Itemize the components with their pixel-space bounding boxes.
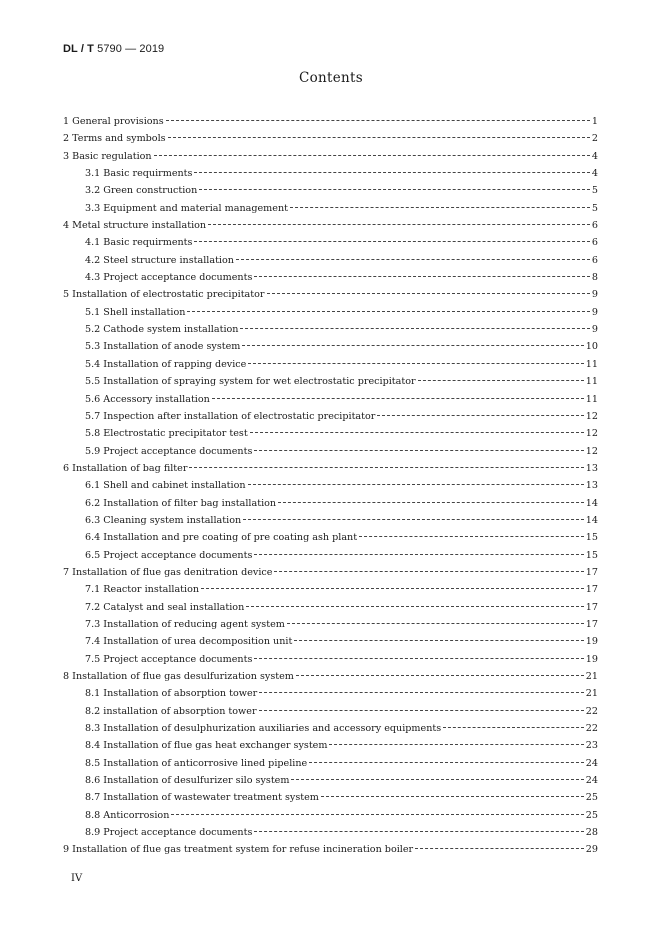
toc-entry-page: 24	[585, 757, 598, 769]
toc-entry-label: 5.7 Inspection after installation of electrostatic precipitator	[85, 410, 376, 422]
toc-leader-line	[254, 658, 583, 659]
toc-entry-label: 8.3 Installation of desulphurization auxiliaries and accessory equipments	[85, 723, 442, 735]
toc-entry[interactable]	[63, 827, 598, 844]
toc-entry[interactable]	[63, 168, 598, 185]
toc-entry-label: 6.1 Shell and cabinet installation	[85, 480, 246, 492]
toc-entry-label: 8.8 Anticorrosion	[85, 809, 170, 821]
toc-entry[interactable]	[63, 723, 598, 740]
toc-leader-line	[296, 675, 584, 676]
toc-entry-page: 19	[585, 653, 598, 665]
toc-entry-label: 7.5 Project acceptance documents	[85, 653, 253, 665]
toc-entry-page: 13	[585, 462, 598, 474]
toc-entry[interactable]	[63, 515, 598, 532]
toc-entry-label: 6 Installation of bag filter	[63, 462, 188, 474]
toc-entry-label: 5.6 Accessory installation	[85, 393, 210, 405]
toc-leader-line	[443, 727, 584, 728]
table-of-contents	[63, 116, 598, 862]
toc-entry[interactable]	[63, 428, 598, 445]
toc-entry[interactable]	[63, 324, 598, 341]
toc-leader-line	[294, 640, 583, 641]
toc-entry[interactable]	[63, 359, 598, 376]
toc-entry[interactable]	[63, 550, 598, 567]
toc-entry-label: 6.2 Installation of filter bag installation	[85, 497, 277, 509]
toc-entry-label: 7.1 Reactor installation	[85, 584, 200, 596]
toc-entry-label: 5 Installation of electrostatic precipitator	[63, 289, 265, 301]
toc-entry-label: 5.5 Installation of spraying system for wet electrostatic precipitator	[85, 376, 416, 388]
toc-entry-label: 5.8 Electrostatic precipitator test	[85, 428, 248, 440]
toc-leader-line	[259, 692, 584, 693]
toc-entry-page: 6	[591, 237, 598, 249]
toc-leader-line	[359, 536, 584, 537]
toc-leader-line	[254, 450, 583, 451]
footer-page-number: IV	[71, 873, 83, 884]
toc-entry[interactable]	[63, 810, 598, 827]
toc-entry-page: 9	[591, 324, 598, 336]
toc-leader-line	[248, 363, 583, 364]
toc-entry-label: 8.2 installation of absorption tower	[85, 705, 257, 717]
toc-entry[interactable]	[63, 688, 598, 705]
toc-entry-label: 5.4 Installation of rapping device	[85, 358, 247, 370]
toc-entry-label: 5.2 Cathode system installation	[85, 324, 239, 336]
toc-entry-page: 22	[585, 705, 598, 717]
toc-entry[interactable]	[63, 532, 598, 549]
toc-entry[interactable]	[63, 411, 598, 428]
toc-leader-line	[208, 224, 590, 225]
toc-leader-line	[329, 744, 583, 745]
toc-leader-line	[194, 241, 589, 242]
standard-code: DL / T	[63, 43, 94, 55]
toc-entry-page: 14	[585, 497, 598, 509]
toc-entry[interactable]	[63, 792, 598, 809]
standard-number: 5790 — 2019	[97, 43, 165, 55]
toc-entry[interactable]	[63, 654, 598, 671]
toc-entry-page: 4	[591, 168, 598, 180]
toc-leader-line	[154, 155, 590, 156]
toc-entry[interactable]	[63, 775, 598, 792]
toc-entry[interactable]	[63, 480, 598, 497]
toc-entry-label: 6.4 Installation and pre coating of pre coating ash plant	[85, 532, 358, 544]
toc-entry[interactable]	[63, 567, 598, 584]
toc-entry[interactable]	[63, 116, 598, 133]
toc-entry-page: 17	[585, 618, 598, 630]
toc-entry-label: 1 General provisions	[63, 116, 164, 127]
toc-entry[interactable]	[63, 341, 598, 358]
toc-entry-label: 6.5 Project acceptance documents	[85, 549, 253, 561]
toc-entry-page: 9	[591, 306, 598, 318]
toc-entry-label: 3.3 Equipment and material management	[85, 202, 288, 214]
toc-leader-line	[194, 172, 589, 173]
toc-entry-label: 5.9 Project acceptance documents	[85, 445, 253, 457]
toc-entry-page: 22	[585, 723, 598, 735]
toc-entry[interactable]	[63, 619, 598, 636]
toc-entry-page: 10	[585, 341, 598, 353]
toc-entry[interactable]	[63, 636, 598, 653]
toc-entry-label: 6.3 Cleaning system installation	[85, 514, 242, 526]
toc-leader-line	[274, 571, 583, 572]
toc-leader-line	[248, 484, 584, 485]
toc-entry-label: 5.1 Shell installation	[85, 306, 186, 318]
toc-entry-label: 2 Terms and symbols	[63, 133, 166, 145]
toc-leader-line	[415, 848, 584, 849]
toc-entry-page: 12	[585, 428, 598, 440]
toc-entry-page: 11	[585, 376, 598, 388]
toc-entry-label: 8.5 Installation of anticorrosive lined pipeline	[85, 757, 308, 769]
toc-leader-line	[377, 415, 583, 416]
toc-entry-page: 21	[585, 671, 598, 682]
toc-entry-page: 17	[585, 601, 598, 613]
toc-entry-page: 11	[585, 393, 598, 405]
toc-entry-page: 25	[585, 809, 598, 821]
toc-entry-page: 12	[585, 410, 598, 422]
toc-entry[interactable]	[63, 602, 598, 619]
toc-entry[interactable]	[63, 740, 598, 757]
toc-leader-line	[267, 293, 590, 294]
toc-leader-line	[240, 328, 589, 329]
toc-entry[interactable]	[63, 584, 598, 601]
toc-entry-label: 9 Installation of flue gas treatment system for refuse incineration boiler	[63, 844, 414, 856]
document-header	[63, 43, 164, 55]
toc-entry-page: 29	[585, 844, 598, 856]
toc-entry[interactable]	[63, 706, 598, 723]
toc-entry[interactable]	[63, 307, 598, 324]
toc-leader-line	[254, 276, 589, 277]
toc-entry-label: 3.1 Basic requirments	[85, 168, 193, 180]
page-title: Contents	[298, 70, 363, 86]
toc-entry-label: 4 Metal structure installation	[63, 220, 207, 232]
toc-entry[interactable]	[63, 498, 598, 515]
toc-entry-page: 17	[585, 566, 598, 578]
toc-entry-page: 15	[585, 532, 598, 544]
toc-entry[interactable]	[63, 220, 598, 237]
toc-entry[interactable]	[63, 237, 598, 254]
toc-leader-line	[278, 502, 584, 503]
toc-entry[interactable]	[63, 185, 598, 202]
toc-entry[interactable]	[63, 844, 598, 861]
toc-leader-line	[309, 762, 584, 763]
toc-entry-page: 2	[591, 133, 598, 145]
toc-entry-label: 5.3 Installation of anode system	[85, 341, 241, 353]
toc-entry-label: 8 Installation of flue gas desulfurization system	[63, 671, 294, 682]
toc-entry-page: 19	[585, 636, 598, 648]
toc-entry-page: 23	[585, 740, 598, 752]
toc-entry-page: 15	[585, 549, 598, 561]
toc-entry-page: 5	[591, 185, 598, 197]
toc-entry-label: 4.2 Steel structure installation	[85, 254, 234, 266]
toc-entry-page: 8	[591, 272, 598, 284]
toc-leader-line	[189, 467, 583, 468]
toc-entry-label: 3 Basic regulation	[63, 150, 152, 162]
toc-entry-label: 3.2 Green construction	[85, 185, 198, 197]
toc-entry[interactable]	[63, 272, 598, 289]
toc-entry-label: 7.3 Installation of reducing agent system	[85, 618, 285, 630]
toc-entry-page: 28	[585, 827, 598, 839]
toc-entry[interactable]	[63, 463, 598, 480]
toc-entry-label: 7 Installation of flue gas denitration device	[63, 566, 273, 578]
toc-entry-label: 4.1 Basic requirments	[85, 237, 193, 249]
toc-leader-line	[254, 831, 583, 832]
toc-entry[interactable]	[63, 758, 598, 775]
toc-entry-page: 13	[585, 480, 598, 492]
toc-entry-page: 4	[591, 150, 598, 162]
toc-entry[interactable]	[63, 151, 598, 168]
toc-leader-line	[321, 796, 584, 797]
toc-leader-line	[254, 554, 583, 555]
toc-entry[interactable]	[63, 289, 598, 306]
toc-entry-label: 8.1 Installation of absorption tower	[85, 688, 258, 700]
toc-leader-line	[199, 189, 590, 190]
toc-entry-label: 8.7 Installation of wastewater treatment system	[85, 792, 319, 804]
toc-entry-page: 12	[585, 445, 598, 457]
toc-entry[interactable]	[63, 255, 598, 272]
toc-entry-label: 7.4 Installation of urea decomposition unit	[85, 636, 293, 648]
toc-entry[interactable]	[63, 133, 598, 150]
toc-leader-line	[168, 137, 590, 138]
toc-entry[interactable]	[63, 446, 598, 463]
toc-leader-line	[201, 588, 584, 589]
toc-entry[interactable]	[63, 671, 598, 688]
toc-entry-page: 24	[585, 775, 598, 787]
toc-entry-page: 14	[585, 514, 598, 526]
toc-leader-line	[166, 120, 590, 121]
toc-entry-label: 8.9 Project acceptance documents	[85, 827, 253, 839]
toc-entry-label: 4.3 Project acceptance documents	[85, 272, 253, 284]
toc-entry[interactable]	[63, 394, 598, 411]
toc-entry-page: 6	[591, 220, 598, 232]
toc-entry-page: 17	[585, 584, 598, 596]
toc-entry-page: 25	[585, 792, 598, 804]
toc-entry-label: 8.6 Installation of desulfurizer silo system	[85, 775, 290, 787]
toc-leader-line	[187, 311, 589, 312]
toc-entry-label: 7.2 Catalyst and seal installation	[85, 601, 245, 613]
toc-entry-page: 9	[591, 289, 598, 301]
toc-leader-line	[291, 779, 583, 780]
toc-entry-page: 21	[585, 688, 598, 700]
toc-entry-page: 1	[591, 116, 598, 127]
toc-entry[interactable]	[63, 203, 598, 220]
toc-leader-line	[242, 345, 583, 346]
toc-entry-page: 11	[585, 358, 598, 370]
toc-leader-line	[290, 207, 590, 208]
toc-leader-line	[171, 814, 583, 815]
toc-leader-line	[250, 432, 584, 433]
toc-entry-page: 5	[591, 202, 598, 214]
toc-leader-line	[243, 519, 584, 520]
toc-entry-page: 6	[591, 254, 598, 266]
toc-leader-line	[246, 606, 584, 607]
toc-entry[interactable]	[63, 376, 598, 393]
toc-entry-label: 8.4 Installation of flue gas heat exchanger system	[85, 740, 328, 752]
toc-leader-line	[418, 380, 584, 381]
toc-leader-line	[287, 623, 584, 624]
toc-leader-line	[236, 259, 590, 260]
toc-leader-line	[259, 710, 584, 711]
toc-leader-line	[212, 398, 584, 399]
